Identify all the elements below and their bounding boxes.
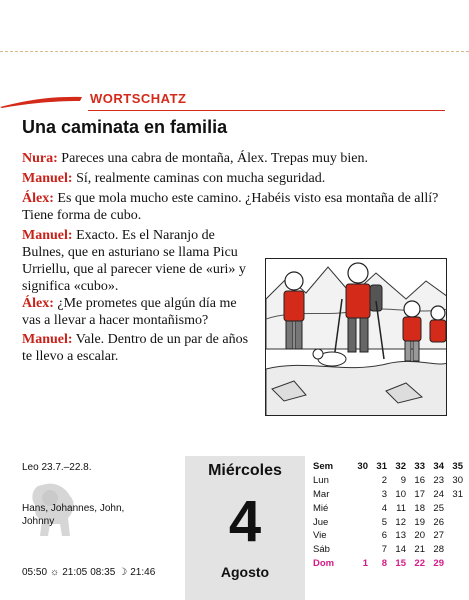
speaker: Manuel: xyxy=(22,332,73,347)
speaker: Álex: xyxy=(22,191,54,206)
week-number: 33 xyxy=(414,461,425,473)
dialogue-line-2 xyxy=(22,170,452,187)
calendar-date: 29 xyxy=(433,557,444,569)
calendar-date: 26 xyxy=(433,516,444,528)
calendar-date: 12 xyxy=(395,516,406,528)
section-rule xyxy=(88,110,445,111)
line-text: Es que mola mucho este camino. ¿Habéis visto esa montaña de allí? Tiene forma de cubo. xyxy=(22,191,439,223)
line-text: Sí, realmente caminas con mucha seguridad. xyxy=(72,171,326,186)
calendar-date: 23 xyxy=(433,475,444,487)
weekday-row xyxy=(313,557,463,571)
weekday-row xyxy=(313,474,463,488)
dialogue-line-3 xyxy=(22,190,442,224)
calendar-footer xyxy=(0,456,469,600)
weekday-short-label: Sáb xyxy=(313,544,330,556)
dialogue-line-5 xyxy=(22,295,254,329)
speaker: Manuel: xyxy=(22,171,73,186)
calendar-date: 5 xyxy=(381,516,387,528)
weekday-row xyxy=(313,501,463,515)
calendar-date: 18 xyxy=(414,502,425,514)
calendar-date: 24 xyxy=(433,488,444,500)
weekday-row xyxy=(313,529,463,543)
calendar-date: 4 xyxy=(381,502,387,514)
line-text: Vale. Dentro de un par de años te llevo a escalar. xyxy=(22,332,249,364)
calendar-date: 20 xyxy=(414,530,425,542)
moonset-time: 21:46 xyxy=(130,567,156,578)
weekday-short-label: Mar xyxy=(313,488,330,500)
sunset-time: 21:05 xyxy=(62,567,88,578)
current-day-box xyxy=(185,456,305,600)
calendar-date: 22 xyxy=(414,557,425,569)
moonrise-time: 08:35 xyxy=(90,567,116,578)
weekday-short-label: Lun xyxy=(313,475,329,487)
brush-stroke-icon xyxy=(0,94,82,108)
week-number: 34 xyxy=(433,461,444,473)
calendar-date: 31 xyxy=(452,488,463,500)
section-header xyxy=(0,88,469,114)
calendar-date: 21 xyxy=(414,544,425,556)
weekday-short-label: Vie xyxy=(313,530,327,542)
dialogue-line-1 xyxy=(22,150,452,167)
week-header-row xyxy=(313,460,463,474)
weekday-label: Miércoles xyxy=(208,462,282,479)
moon-icon: ☽ xyxy=(118,567,128,578)
calendar-date: 19 xyxy=(414,516,425,528)
week-header-label: Sem xyxy=(313,461,334,473)
month-label: Agosto xyxy=(220,564,270,580)
calendar-date: 16 xyxy=(414,475,425,487)
sunrise-time: 05:50 xyxy=(22,567,48,578)
weekday-short-label: Dom xyxy=(313,557,335,569)
calendar-date: 25 xyxy=(433,502,444,514)
calendar-date: 8 xyxy=(381,557,387,569)
weekday-short-label: Mié xyxy=(313,502,329,514)
weekday-row xyxy=(313,543,463,557)
sun-icon: ☼ xyxy=(50,567,60,578)
month-week-grid xyxy=(313,460,463,570)
week-number: 31 xyxy=(376,461,387,473)
calendar-date: 2 xyxy=(381,475,387,487)
week-number: 35 xyxy=(452,461,463,473)
speaker: Nura: xyxy=(22,151,58,166)
calendar-date: 3 xyxy=(381,488,387,500)
name-days: Hans, Johannes, John, Johnny xyxy=(22,503,125,527)
calendar-date: 7 xyxy=(381,544,387,556)
week-number: 30 xyxy=(357,461,368,473)
line-text: Exacto. Es el Naranjo de Bulnes, que en asturiano se llama Picu Urriellu, que al parecer viene de «uri» y significa «cubo». xyxy=(22,228,246,294)
calendar-date: 17 xyxy=(414,488,425,500)
calendar-date: 27 xyxy=(433,530,444,542)
dialogue-line-4 xyxy=(22,227,254,295)
page-title: Una caminata en familia xyxy=(22,117,228,137)
calendar-date: 6 xyxy=(381,530,387,542)
calendar-date: 10 xyxy=(395,488,406,500)
section-label: WORTSCHATZ xyxy=(90,91,187,106)
weekday-row xyxy=(313,515,463,529)
speaker: Álex: xyxy=(22,296,54,311)
day-number: 4 xyxy=(228,489,262,554)
calendar-date: 13 xyxy=(395,530,406,542)
calendar-date: 28 xyxy=(433,544,444,556)
calendar-date: 14 xyxy=(395,544,406,556)
weekday-short-label: Jue xyxy=(313,516,329,528)
sun-moon-times xyxy=(22,567,155,578)
line-text: Pareces una cabra de montaña, Álex. Trepas muy bien. xyxy=(57,151,369,166)
calendar-date: 11 xyxy=(396,502,406,514)
zodiac-sign: Leo 23.7.–22.8. xyxy=(22,462,92,473)
line-text: ¿Me prometes que algún día me vas a llevar a hacer montañismo? xyxy=(22,296,237,328)
calendar-date: 9 xyxy=(400,475,406,487)
calendar-date: 15 xyxy=(395,557,406,569)
calendar-date: 1 xyxy=(362,557,368,569)
hiking-family-illustration xyxy=(265,258,447,416)
speaker: Manuel: xyxy=(22,228,73,243)
cut-line xyxy=(0,51,469,52)
week-number: 32 xyxy=(395,461,406,473)
dialogue-line-6 xyxy=(22,331,254,365)
calendar-date: 30 xyxy=(452,475,463,487)
weekday-row xyxy=(313,488,463,502)
